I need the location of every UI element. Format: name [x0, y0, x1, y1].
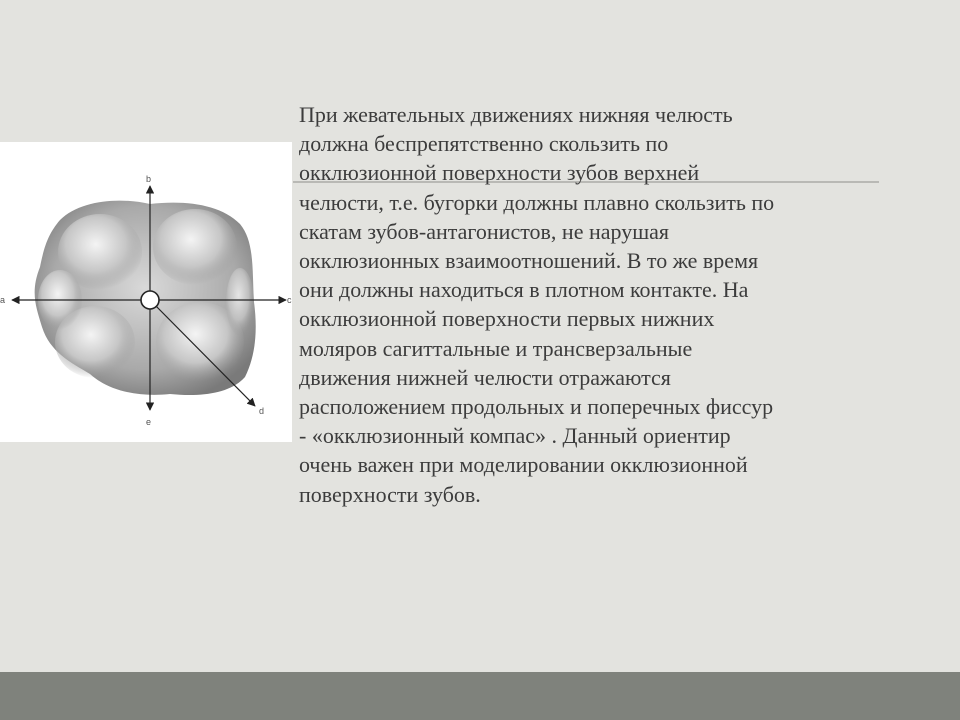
axis-label-e: e	[146, 417, 152, 427]
axis-label-b: b	[146, 174, 152, 184]
central-fossa-marker	[141, 291, 159, 309]
occlusal-compass-figure	[0, 142, 292, 442]
cusp-distobuccal	[153, 209, 237, 285]
axis-label-c: c	[287, 295, 292, 305]
footer-bar	[0, 672, 960, 720]
axis-label-d: d	[259, 406, 265, 416]
axis-label-a: a	[0, 295, 6, 305]
body-paragraph: При жевательных движениях нижняя челюсть должна беспрепятственно скользить по окклюзионной поверхности зубов верхней челюсти, т.е. бугорки должны плавно скользить по скатам зубов-антагонистов, не нарушая окклюзионных взаимоотношений. В то же время они должны находиться в плотном контакте. На окклюзионной поверхности первых нижних моляров сагиттальные и трансверзальные движения нижней челюсти отражаются расположением продольных и поперечных фиссур - «окклюзионный компас» . Данный ориентир очень важен при моделировании окклюзионной поверхности зубов.	[299, 102, 775, 507]
cusp-marginal	[226, 268, 254, 336]
molar-occlusal-diagram	[0, 142, 292, 442]
